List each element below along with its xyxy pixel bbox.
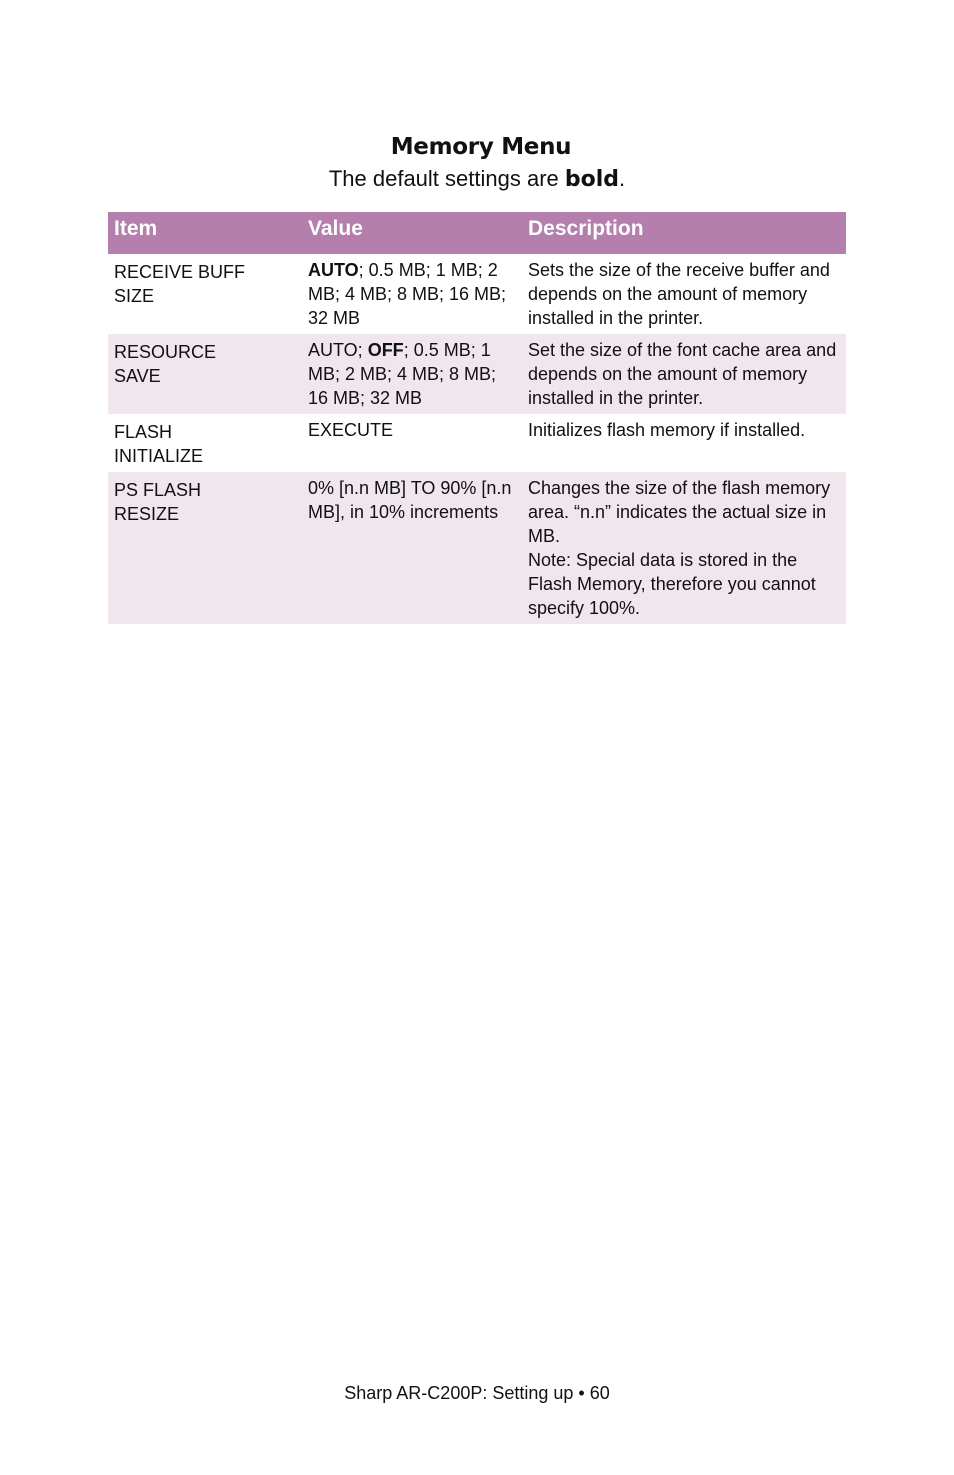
item-name: SIZE — [114, 286, 155, 306]
value-text: EXECUTE — [308, 420, 394, 440]
item-name: PS FLASH — [114, 480, 202, 500]
table-header-row — [108, 212, 846, 254]
table-row — [108, 414, 846, 472]
description-note: Note: Special data is stored in the Flash Memory, therefore you cannot specify 100%. — [528, 550, 816, 618]
memory-menu-table — [108, 212, 846, 624]
item-name: RECEIVE BUFF — [114, 262, 246, 282]
description-cell: Set the size of the font cache area and depends on the amount of memory installed in the printer. — [522, 334, 846, 414]
value-text: 0% [n.n MB] TO 90% [n.n MB], in 10% increments — [308, 478, 512, 522]
item-cell — [108, 334, 302, 414]
page-heading: Memory Menu — [390, 134, 572, 160]
description-text: Changes the size of the flash memory area. “n.n” indicates the actual size in MB. — [528, 478, 831, 546]
item-cell — [108, 254, 302, 334]
page-footer: Sharp AR-C200P: Setting up • 60 — [344, 1383, 610, 1403]
item-cell — [108, 472, 302, 624]
item-name: SAVE — [114, 366, 161, 386]
description-cell — [522, 472, 846, 624]
column-header-description: Description — [522, 212, 846, 254]
value-text: ; 0.5 MB; 1 MB; 2 MB; 4 MB; 8 MB; 16 MB; 32 MB — [308, 340, 497, 408]
value-text: ; 0.5 MB; 1 MB; 2 MB; 4 MB; 8 MB; 16 MB; 32 MB — [308, 260, 507, 328]
value-cell — [302, 472, 522, 624]
item-name: FLASH — [114, 422, 173, 442]
table-row — [108, 334, 846, 414]
column-header-item: Item — [108, 212, 302, 254]
description-cell: Initializes flash memory if installed. — [522, 414, 846, 472]
table-row — [108, 254, 846, 334]
value-default: OFF — [367, 340, 404, 360]
value-default: AUTO — [308, 260, 359, 280]
subtitle-text: The default settings are — [328, 166, 565, 191]
value-text: AUTO; — [308, 340, 368, 360]
page-subtitle — [0, 164, 954, 195]
subtitle-period: . — [619, 166, 626, 191]
description-cell: Sets the size of the receive buffer and depends on the amount of memory installed in the printer. — [522, 254, 846, 334]
item-name: INITIALIZE — [114, 446, 204, 466]
column-header-value: Value — [302, 212, 522, 254]
value-cell — [302, 254, 522, 334]
item-cell — [108, 414, 302, 472]
value-cell — [302, 414, 522, 472]
value-cell — [302, 334, 522, 414]
item-name: RESIZE — [114, 504, 180, 524]
item-name: RESOURCE — [114, 342, 217, 362]
subtitle-bold-word: bold — [564, 167, 620, 192]
table-row — [108, 472, 846, 624]
